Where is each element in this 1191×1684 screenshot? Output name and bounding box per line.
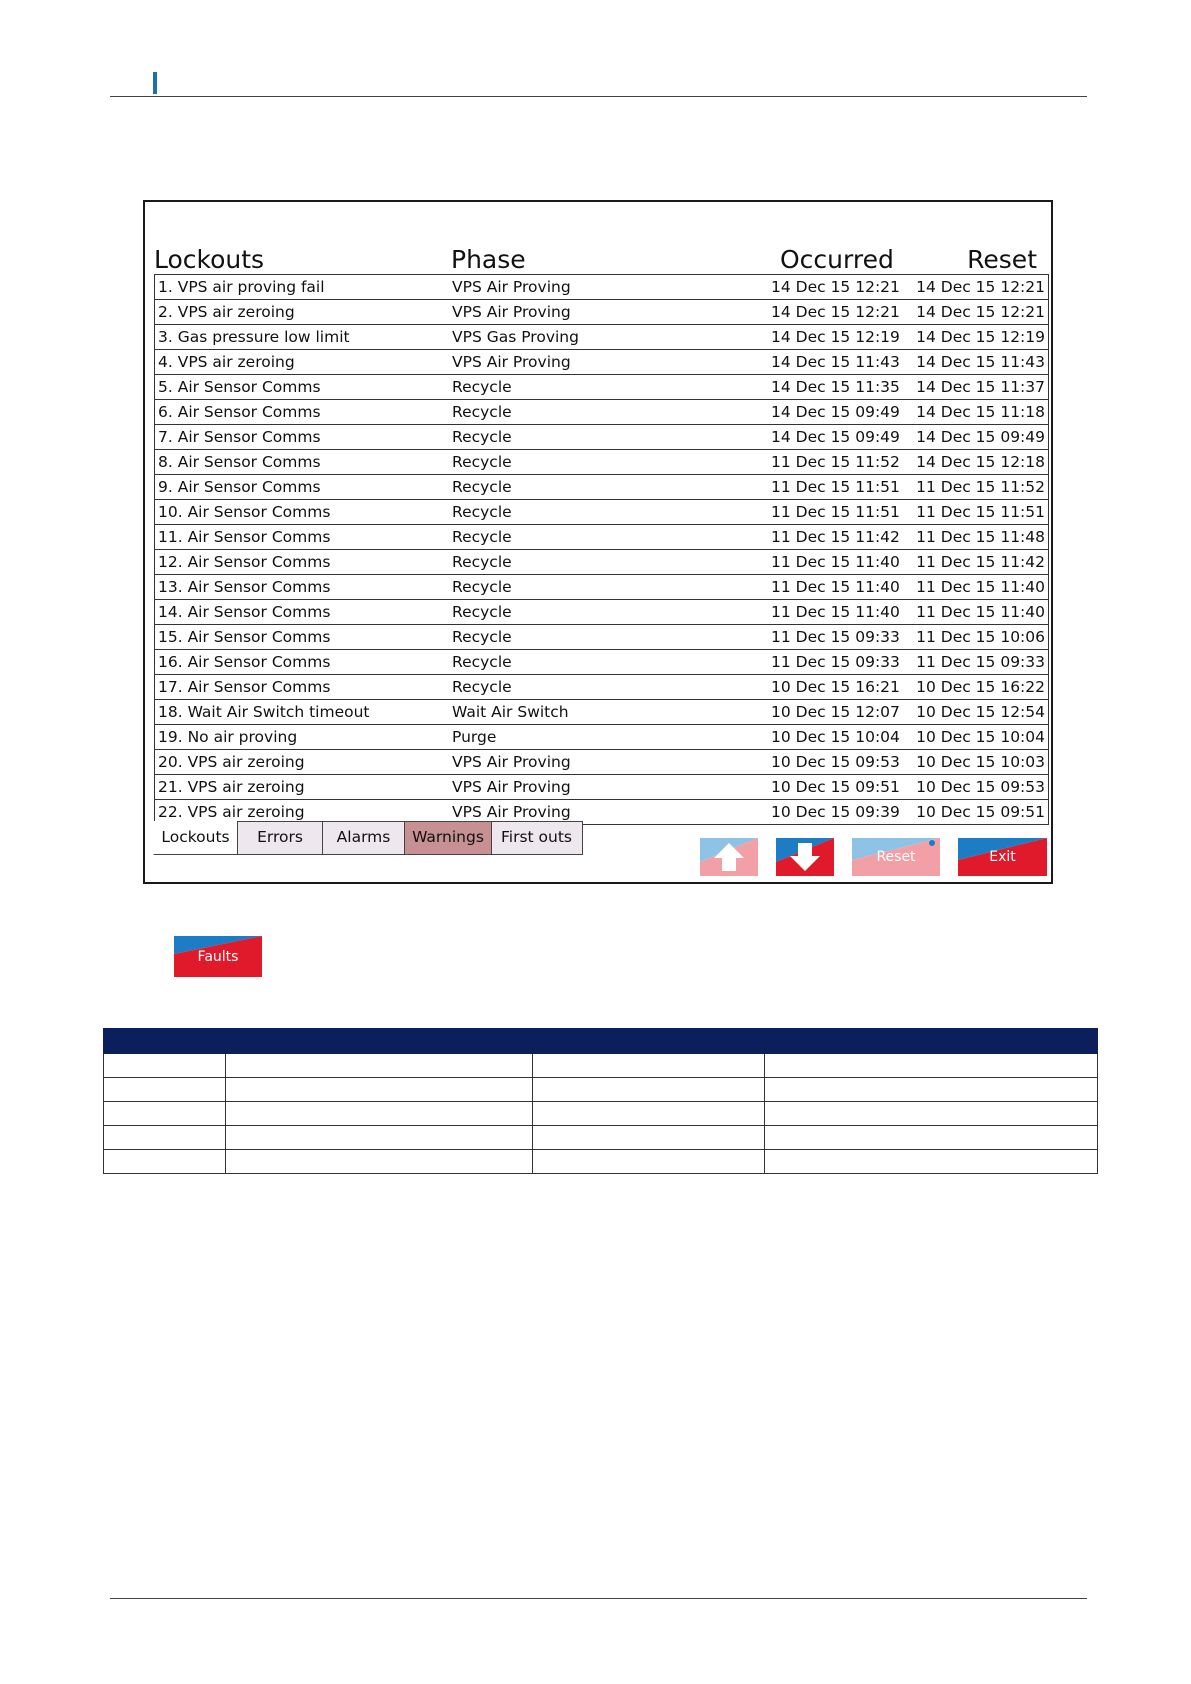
lockout-phase: Recycle (452, 503, 512, 521)
lockout-occurred: 14 Dec 15 09:49 (771, 428, 900, 446)
lockout-event: 1. VPS air proving fail (158, 278, 325, 296)
reference-cell (104, 1054, 226, 1078)
exit-button-label: Exit (989, 849, 1016, 865)
reference-header-cell (104, 1029, 226, 1054)
footer-rule (110, 1598, 1087, 1599)
lockout-occurred: 14 Dec 15 12:19 (771, 328, 900, 346)
table-row[interactable] (155, 275, 1048, 300)
lockout-reset: 14 Dec 15 12:21 (916, 278, 1045, 296)
reference-header-cell (226, 1029, 533, 1054)
lockout-occurred: 10 Dec 15 12:07 (771, 703, 900, 721)
lockout-occurred: 14 Dec 15 11:35 (771, 378, 900, 396)
lockout-occurred: 11 Dec 15 11:51 (771, 478, 900, 496)
lockout-occurred: 10 Dec 15 10:04 (771, 728, 900, 746)
lockout-event: 8. Air Sensor Comms (158, 453, 321, 471)
lockout-occurred: 14 Dec 15 12:21 (771, 278, 900, 296)
tab-alarms[interactable]: Alarms (322, 821, 406, 855)
lockout-reset: 11 Dec 15 11:52 (916, 478, 1045, 496)
lockout-reset: 14 Dec 15 11:37 (916, 378, 1045, 396)
reference-header-cell (765, 1029, 1098, 1054)
table-row[interactable] (155, 725, 1048, 750)
exit-button[interactable] (958, 838, 1047, 876)
lockout-event: 10. Air Sensor Comms (158, 503, 331, 521)
table-row[interactable] (155, 550, 1048, 575)
lockout-reset: 11 Dec 15 09:33 (916, 653, 1045, 671)
table-row[interactable] (155, 675, 1048, 700)
lockout-phase: Recycle (452, 403, 512, 421)
lockout-occurred: 14 Dec 15 11:43 (771, 353, 900, 371)
reference-cell (765, 1126, 1098, 1150)
lockout-occurred: 14 Dec 15 09:49 (771, 403, 900, 421)
lockout-event: 2. VPS air zeroing (158, 303, 295, 321)
table-row[interactable] (155, 475, 1048, 500)
lockout-phase: Recycle (452, 628, 512, 646)
lockout-event: 6. Air Sensor Comms (158, 403, 321, 421)
reference-cell (226, 1054, 533, 1078)
reference-cell (104, 1102, 226, 1126)
lockout-phase: VPS Air Proving (452, 278, 571, 296)
reference-table (103, 1028, 1098, 1174)
table-row[interactable] (155, 350, 1048, 375)
lockout-reset: 11 Dec 15 11:40 (916, 603, 1045, 621)
lockout-event: 22. VPS air zeroing (158, 803, 305, 821)
faults-button[interactable] (174, 936, 262, 977)
lockout-event: 18. Wait Air Switch timeout (158, 703, 370, 721)
reference-cell (765, 1078, 1098, 1102)
faults-button-label: Faults (197, 949, 239, 965)
reference-table-row (104, 1126, 1098, 1150)
lockout-event: 20. VPS air zeroing (158, 753, 305, 771)
table-row[interactable] (155, 650, 1048, 675)
lockout-reset: 14 Dec 15 12:21 (916, 303, 1045, 321)
lockout-phase: Recycle (452, 428, 512, 446)
scroll-down-button[interactable] (776, 838, 834, 876)
lockout-event: 7. Air Sensor Comms (158, 428, 321, 446)
reference-cell (765, 1102, 1098, 1126)
reference-cell (226, 1150, 533, 1174)
lockout-reset: 11 Dec 15 11:42 (916, 553, 1045, 571)
header-lockouts: Lockouts (154, 245, 265, 274)
lockout-reset: 10 Dec 15 10:03 (916, 753, 1045, 771)
lockout-phase: Purge (452, 728, 497, 746)
lockout-phase: VPS Air Proving (452, 753, 571, 771)
table-row[interactable] (155, 600, 1048, 625)
lockout-phase: VPS Gas Proving (452, 328, 579, 346)
reset-button-label: Reset (876, 849, 916, 865)
reference-table-row (104, 1078, 1098, 1102)
lockout-event: 3. Gas pressure low limit (158, 328, 350, 346)
lockout-event: 5. Air Sensor Comms (158, 378, 321, 396)
lockout-phase: VPS Air Proving (452, 303, 571, 321)
reference-cell (533, 1102, 765, 1126)
reference-cell (104, 1078, 226, 1102)
tab-lockouts[interactable]: Lockouts (153, 821, 239, 855)
lockout-occurred: 10 Dec 15 09:39 (771, 803, 900, 821)
header-accent-mark (153, 72, 157, 94)
lockout-reset: 14 Dec 15 11:18 (916, 403, 1045, 421)
lockout-phase: Recycle (452, 378, 512, 396)
lockout-event: 13. Air Sensor Comms (158, 578, 331, 596)
lockout-event: 17. Air Sensor Comms (158, 678, 331, 696)
reference-cell (104, 1126, 226, 1150)
table-row[interactable] (155, 450, 1048, 475)
column-headers (145, 238, 1051, 276)
lockout-reset: 14 Dec 15 12:18 (916, 453, 1045, 471)
log-tabs (154, 821, 583, 855)
lockout-event: 14. Air Sensor Comms (158, 603, 331, 621)
reference-cell (226, 1078, 533, 1102)
lockout-phase: Recycle (452, 478, 512, 496)
lockout-occurred: 11 Dec 15 09:33 (771, 628, 900, 646)
lockout-event: 4. VPS air zeroing (158, 353, 295, 371)
lockout-phase: Wait Air Switch (452, 703, 569, 721)
reference-cell (533, 1054, 765, 1078)
lockout-phase: VPS Air Proving (452, 353, 571, 371)
lockout-reset: 14 Dec 15 12:19 (916, 328, 1045, 346)
reset-button[interactable] (852, 838, 940, 876)
lockout-occurred: 10 Dec 15 16:21 (771, 678, 900, 696)
reference-cell (765, 1054, 1098, 1078)
table-row[interactable] (155, 700, 1048, 725)
lockout-reset: 10 Dec 15 09:51 (916, 803, 1045, 821)
lockout-phase: VPS Air Proving (452, 778, 571, 796)
reference-cell (226, 1102, 533, 1126)
lockout-event: 21. VPS air zeroing (158, 778, 305, 796)
reference-cell (104, 1150, 226, 1174)
lockout-reset: 10 Dec 15 09:53 (916, 778, 1045, 796)
reference-table-row (104, 1150, 1098, 1174)
table-row[interactable] (155, 525, 1048, 550)
lockout-reset: 11 Dec 15 11:40 (916, 578, 1045, 596)
lockout-occurred: 14 Dec 15 12:21 (771, 303, 900, 321)
lockout-phase: Recycle (452, 653, 512, 671)
header-reset: Reset (967, 245, 1037, 274)
table-row[interactable] (155, 750, 1048, 775)
reference-table-row (104, 1102, 1098, 1126)
tab-warnings[interactable]: Warnings (404, 821, 492, 855)
lockout-event: 16. Air Sensor Comms (158, 653, 331, 671)
table-row[interactable] (155, 625, 1048, 650)
lockout-phase: Recycle (452, 578, 512, 596)
lockout-occurred: 10 Dec 15 09:51 (771, 778, 900, 796)
lockout-occurred: 11 Dec 15 11:52 (771, 453, 900, 471)
lockout-occurred: 11 Dec 15 11:51 (771, 503, 900, 521)
header-phase: Phase (451, 245, 526, 274)
lockout-occurred: 10 Dec 15 09:53 (771, 753, 900, 771)
lockout-event: 11. Air Sensor Comms (158, 528, 331, 546)
lockout-event: 15. Air Sensor Comms (158, 628, 331, 646)
lockout-reset: 14 Dec 15 09:49 (916, 428, 1045, 446)
lockout-reset: 11 Dec 15 11:51 (916, 503, 1045, 521)
lockout-reset: 11 Dec 15 10:06 (916, 628, 1045, 646)
reference-cell (765, 1150, 1098, 1174)
lockout-occurred: 11 Dec 15 11:40 (771, 553, 900, 571)
header-occurred: Occurred (780, 245, 894, 274)
lockout-event: 19. No air proving (158, 728, 298, 746)
reference-cell (226, 1126, 533, 1150)
lockout-phase: Recycle (452, 603, 512, 621)
lockout-reset: 10 Dec 15 10:04 (916, 728, 1045, 746)
reference-header-cell (533, 1029, 765, 1054)
lockout-table (154, 274, 1049, 825)
tab-first-outs[interactable]: First outs (491, 821, 583, 855)
scroll-up-button[interactable] (700, 838, 758, 876)
tab-errors[interactable]: Errors (237, 821, 323, 855)
lockout-occurred: 11 Dec 15 11:40 (771, 578, 900, 596)
table-row[interactable] (155, 300, 1048, 325)
lockout-phase: Recycle (452, 678, 512, 696)
lockout-phase: Recycle (452, 553, 512, 571)
table-row[interactable] (155, 500, 1048, 525)
table-row[interactable] (155, 325, 1048, 350)
header-rule (110, 96, 1087, 97)
lockout-phase: VPS Air Proving (452, 803, 571, 821)
lockout-history-screen (143, 200, 1053, 884)
reference-cell (533, 1078, 765, 1102)
table-row[interactable] (155, 375, 1048, 400)
lockout-reset: 10 Dec 15 16:22 (916, 678, 1045, 696)
table-row[interactable] (155, 775, 1048, 800)
table-row[interactable] (155, 400, 1048, 425)
lockout-reset: 10 Dec 15 12:54 (916, 703, 1045, 721)
reference-cell (533, 1126, 765, 1150)
lockout-event: 12. Air Sensor Comms (158, 553, 331, 571)
lockout-reset: 14 Dec 15 11:43 (916, 353, 1045, 371)
lockout-event: 9. Air Sensor Comms (158, 478, 321, 496)
table-row[interactable] (155, 425, 1048, 450)
reference-table-row (104, 1054, 1098, 1078)
lockout-occurred: 11 Dec 15 11:42 (771, 528, 900, 546)
table-row[interactable] (155, 575, 1048, 600)
lockout-phase: Recycle (452, 528, 512, 546)
lockout-occurred: 11 Dec 15 09:33 (771, 653, 900, 671)
lockout-phase: Recycle (452, 453, 512, 471)
reference-table-header (104, 1029, 1098, 1054)
lockout-reset: 11 Dec 15 11:48 (916, 528, 1045, 546)
lockout-occurred: 11 Dec 15 11:40 (771, 603, 900, 621)
reference-cell (533, 1150, 765, 1174)
